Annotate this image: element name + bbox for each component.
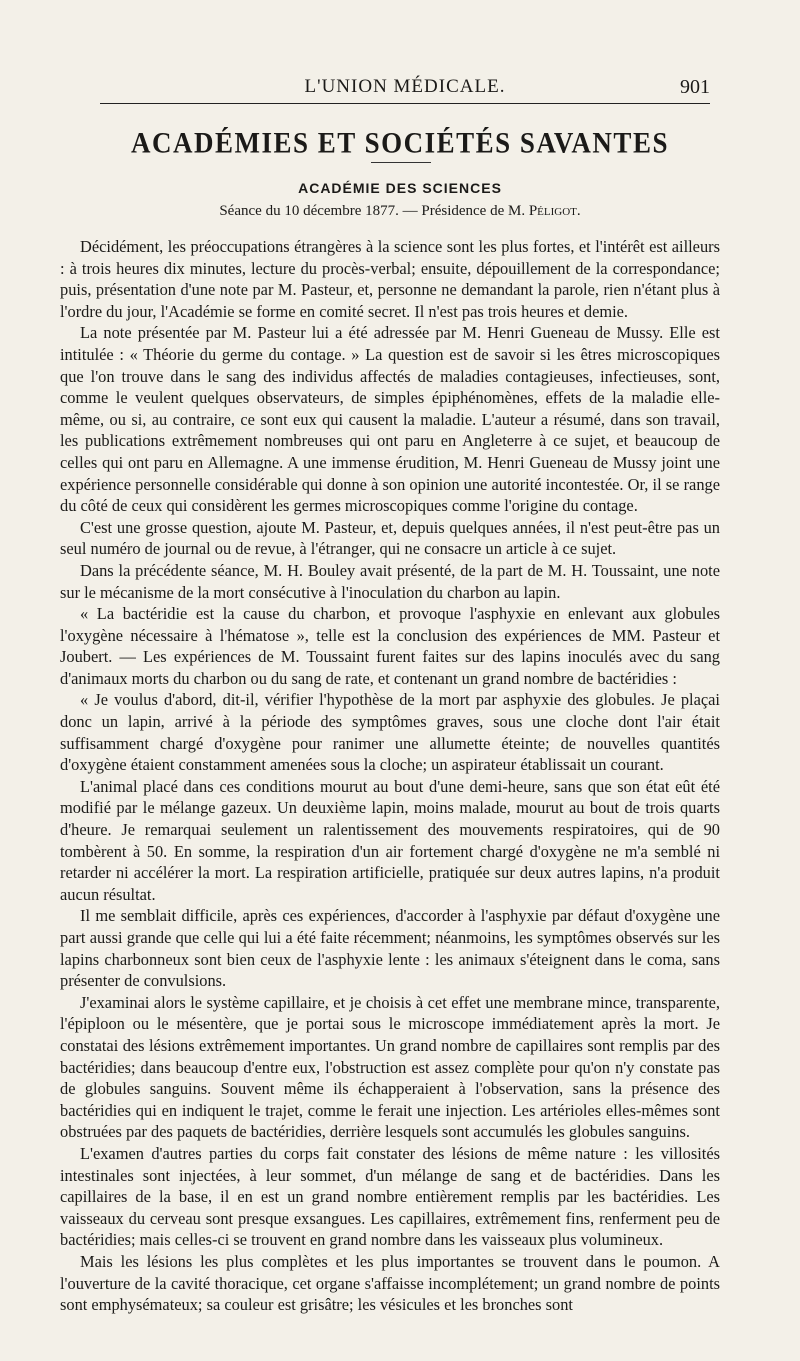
paragraph: Dans la précédente séance, M. H. Bouley avait présenté, de la part de M. H. Toussaint, une note sur le mécanisme de la mort consécutive à l'inoculation du charbon au lapin.: [60, 560, 720, 602]
paragraph: Décidément, les préoccupations étrangères à la science sont les plus fortes, et l'intérêt est ailleurs : à trois heures dix minutes, lecture du procès-verbal; ensuite, dépouillement de la correspondance; puis, présentation d'une note par M. Pasteur, et, personne ne demandant la parole, rien n'étant plus à l'ordre du jour, l'Académie se forme en comité secret. Il n'est pas trois heures et demie.: [60, 237, 720, 321]
paragraph: C'est une grosse question, ajoute M. Pasteur, et, depuis quelques années, il n'est peut-être pas un seul numéro de journal ou de revue, à l'étranger, qui ne consacre un article à ce sujet.: [60, 517, 720, 559]
section-title: ACADÉMIES ET SOCIÉTÉS SAVANTES: [131, 126, 669, 160]
academy-name: ACADÉMIE DES SCIENCES: [298, 180, 502, 196]
paragraph: « Je voulus d'abord, dit-il, vérifier l'hypothèse de la mort par asphyxie des globules. Je plaçai donc un lapin, arrivé à la période des symptômes graves, sous une cloche dont l'air était suffisamment chargé d'oxygène pour ranimer une allumette éteinte; de nouvelles quantités d'oxygène étaient constamment amenées sous la cloche; un aspirateur établissait un courant.: [60, 690, 720, 775]
session-prefix: Séance du 10 décembre 1877. — Présidence de M.: [219, 203, 526, 219]
paragraph: L'examen d'autres parties du corps fait constater des lésions de même nature : les villosités intestinales sont injectées, à leur sommet, d'un mélange de sang et de bactéridies. Dans les capillaires de la base, il en est un grand nombre entièrement remplis par les bactéridies. Les vaisseaux du cerveau sont presque exsangues. Les capillaires, extrêmement fins, renferment peu de bactéridies; mais celles-ci se trouvent en grand nombre dans les vaisseaux plus volumineux.: [60, 1143, 720, 1250]
paragraph: J'examinai alors le système capillaire, et je choisis à cet effet une membrane mince, transparente, l'épiploon ou le mésentère, que je portai sous le microscope immédiatement après la mort. Je constatai des lésions extrêmement importantes. Un grand nombre de capillaires sont remplis par des bactéridies; dans beaucoup d'entre eux, l'obstruction est assez complète pour qu'on n'y constate pas de globules sanguins. Souvent même ils échapperaient à l'observation, sans la présence des bactéridies qui en indiquent le trajet, comme le ferait une injection. Les artérioles elles-mêmes sont obstruées par des paquets de bactéridies, derrière lesquels sont accumulés les globules sanguins.: [60, 992, 720, 1142]
section-divider: [371, 162, 431, 163]
running-title: L'UNION MÉDICALE.: [304, 76, 506, 97]
paragraph: Mais les lésions les plus complètes et les plus importantes se trouvent dans le poumon. A l'ouverture de la cavité thoracique, cet organe s'affaisse incomplétement; un grand nombre de points sont emphysémateux; sa couleur est grisâtre; les vésicules et les bronches sont: [60, 1251, 720, 1315]
paragraph: La note présentée par M. Pasteur lui a été adressée par M. Henri Gueneau de Mussy. Elle est intitulée : « Théorie du germe du contage. » La question est de savoir si les êtres microscopiques que l'on trouve dans le sang des individus affectés de maladies contagieuses, infectieuses, sont, comme le veulent quelques observateurs, de simples épiphénomènes, effets de la maladie elle-même, ou si, au contraire, ce sont eux qui causent la maladie. L'auteur a résumé, dans son travail, les publications extrêmement nombreuses qui ont paru en Angleterre à ce sujet, et beaucoup de celles qui ont paru en Allemagne. A une immense érudition, M. Henri Gueneau de Mussy joint une expérience personnelle considérable qui donne à son opinion une autorité incontestée. Or, il se range du côté de ceux qui considèrent les germes microscopiques comme l'origine du contage.: [60, 323, 720, 516]
paragraph: L'animal placé dans ces conditions mourut au bout d'une demi-heure, sans que son état eût été modifié par le mélange gazeux. Un deuxième lapin, moins malade, mourut au bout de trois quarts d'heure. Je remarquai seulement un ralentissement des mouvements respiratoires, qui de 90 tombèrent à 50. En somme, la respiration d'un air fortement chargé d'oxygène ne m'a semblé ni retarder ni accélérer la mort. La respiration artificielle, pratiquée sur deux autres lapins, n'a produit aucun résultat.: [60, 776, 720, 904]
session-president: Péligot.: [528, 203, 581, 219]
article-body: [60, 236, 720, 1316]
running-head: [100, 76, 710, 102]
session-line: [0, 203, 800, 220]
page-number: 901: [680, 76, 710, 98]
paragraph: Il me semblait difficile, après ces expériences, d'accorder à l'asphyxie par défaut d'oxygène une part aussi grande que celle qui lui a été faite récemment; néanmoins, les symptômes observés sur les lapins charbonneux sont bien ceux de l'asphyxie lente : les animaux s'éteignent dans le coma, sans présenter de convulsions.: [60, 906, 720, 991]
paragraph: « La bactéridie est la cause du charbon, et provoque l'asphyxie en enlevant aux globules l'oxygène nécessaire à l'hématose », telle est la conclusion des expériences de MM. Pasteur et Joubert. — Les expériences de M. Toussaint furent faites sur des lapins inoculés avec du sang d'animaux morts du charbon ou du sang de rate, et contenant un grand nombre de bactéridies :: [60, 604, 720, 688]
header-rule: [100, 103, 710, 104]
